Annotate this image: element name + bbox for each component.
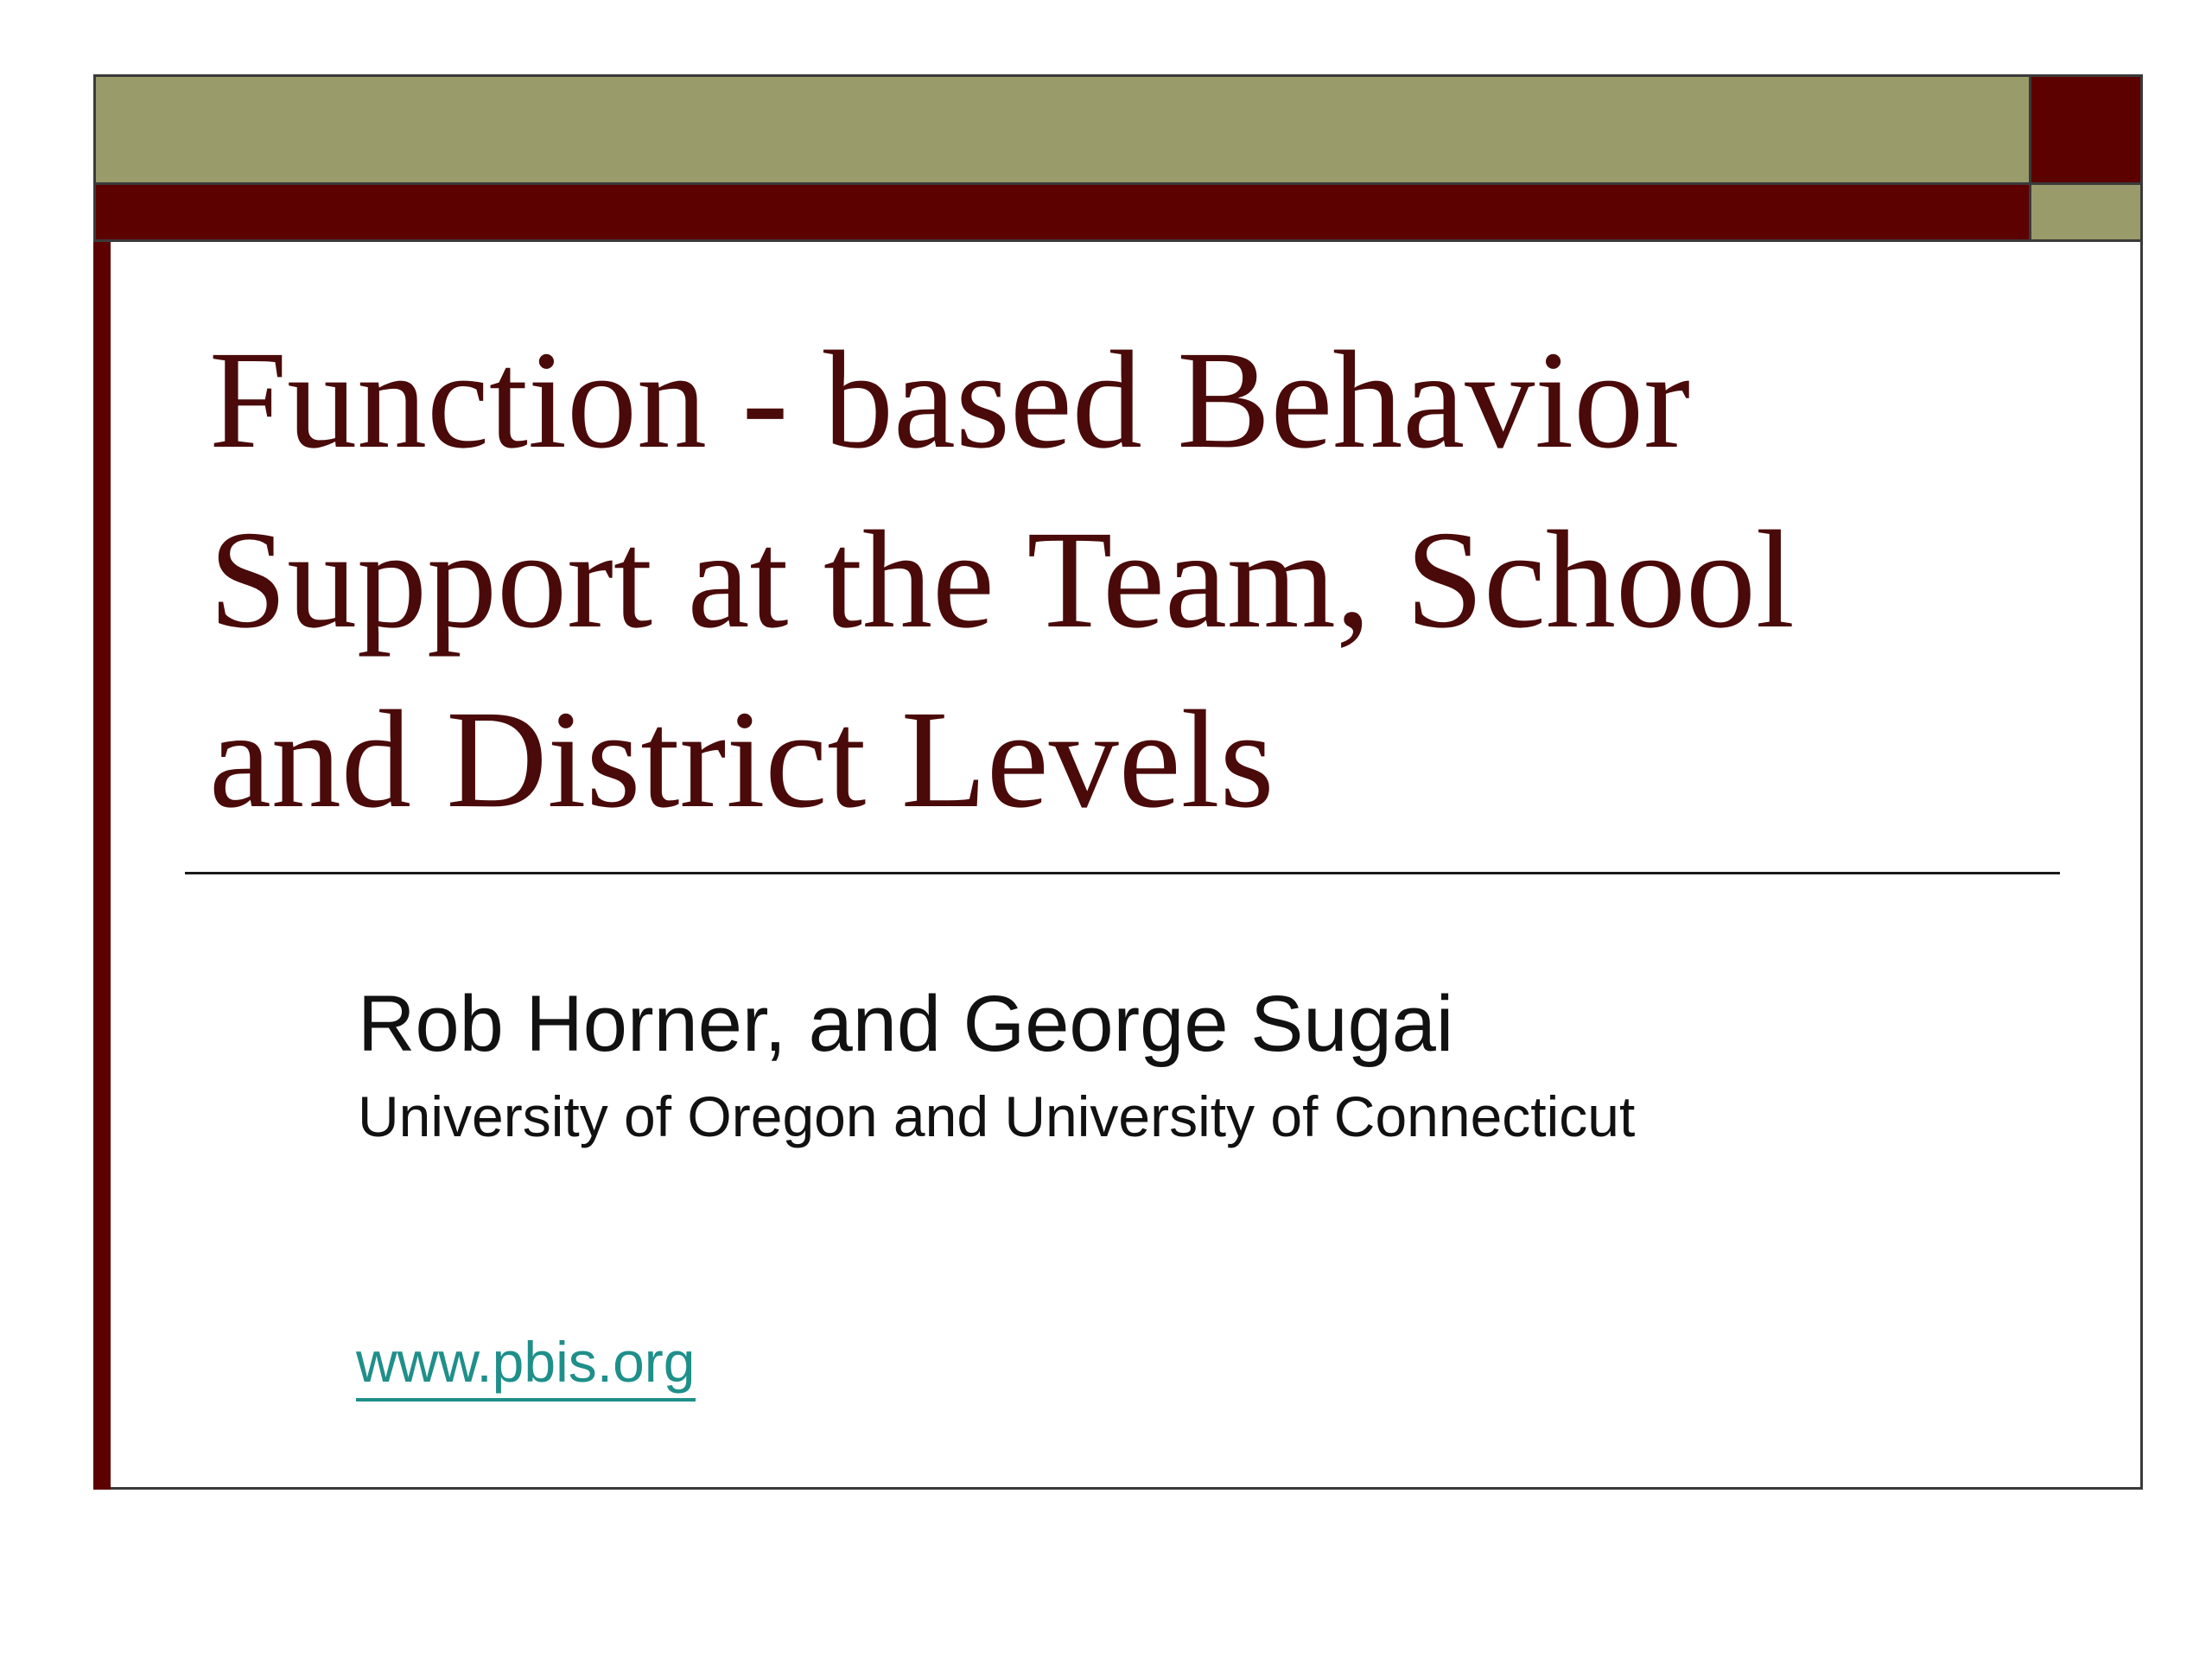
website-link[interactable]: www.pbis.org [356,1327,696,1402]
slide-affiliation: University of Oregon and University of Connecticut [358,1084,1636,1148]
corner-olive-block [2029,185,2143,242]
title-line-3: and District Levels [209,683,1274,837]
left-accent-bar [93,242,111,1490]
corner-maroon-block [2029,74,2143,185]
header-olive-band [93,74,2029,185]
header-maroon-band [93,185,2029,242]
slide-title [209,311,2058,850]
title-line-2: Support at the Team, School [209,503,1795,658]
title-line-1: Function - based Behavior [209,323,1691,478]
title-divider [185,872,2060,874]
slide-authors: Rob Horner, and George Sugai [358,980,1454,1068]
